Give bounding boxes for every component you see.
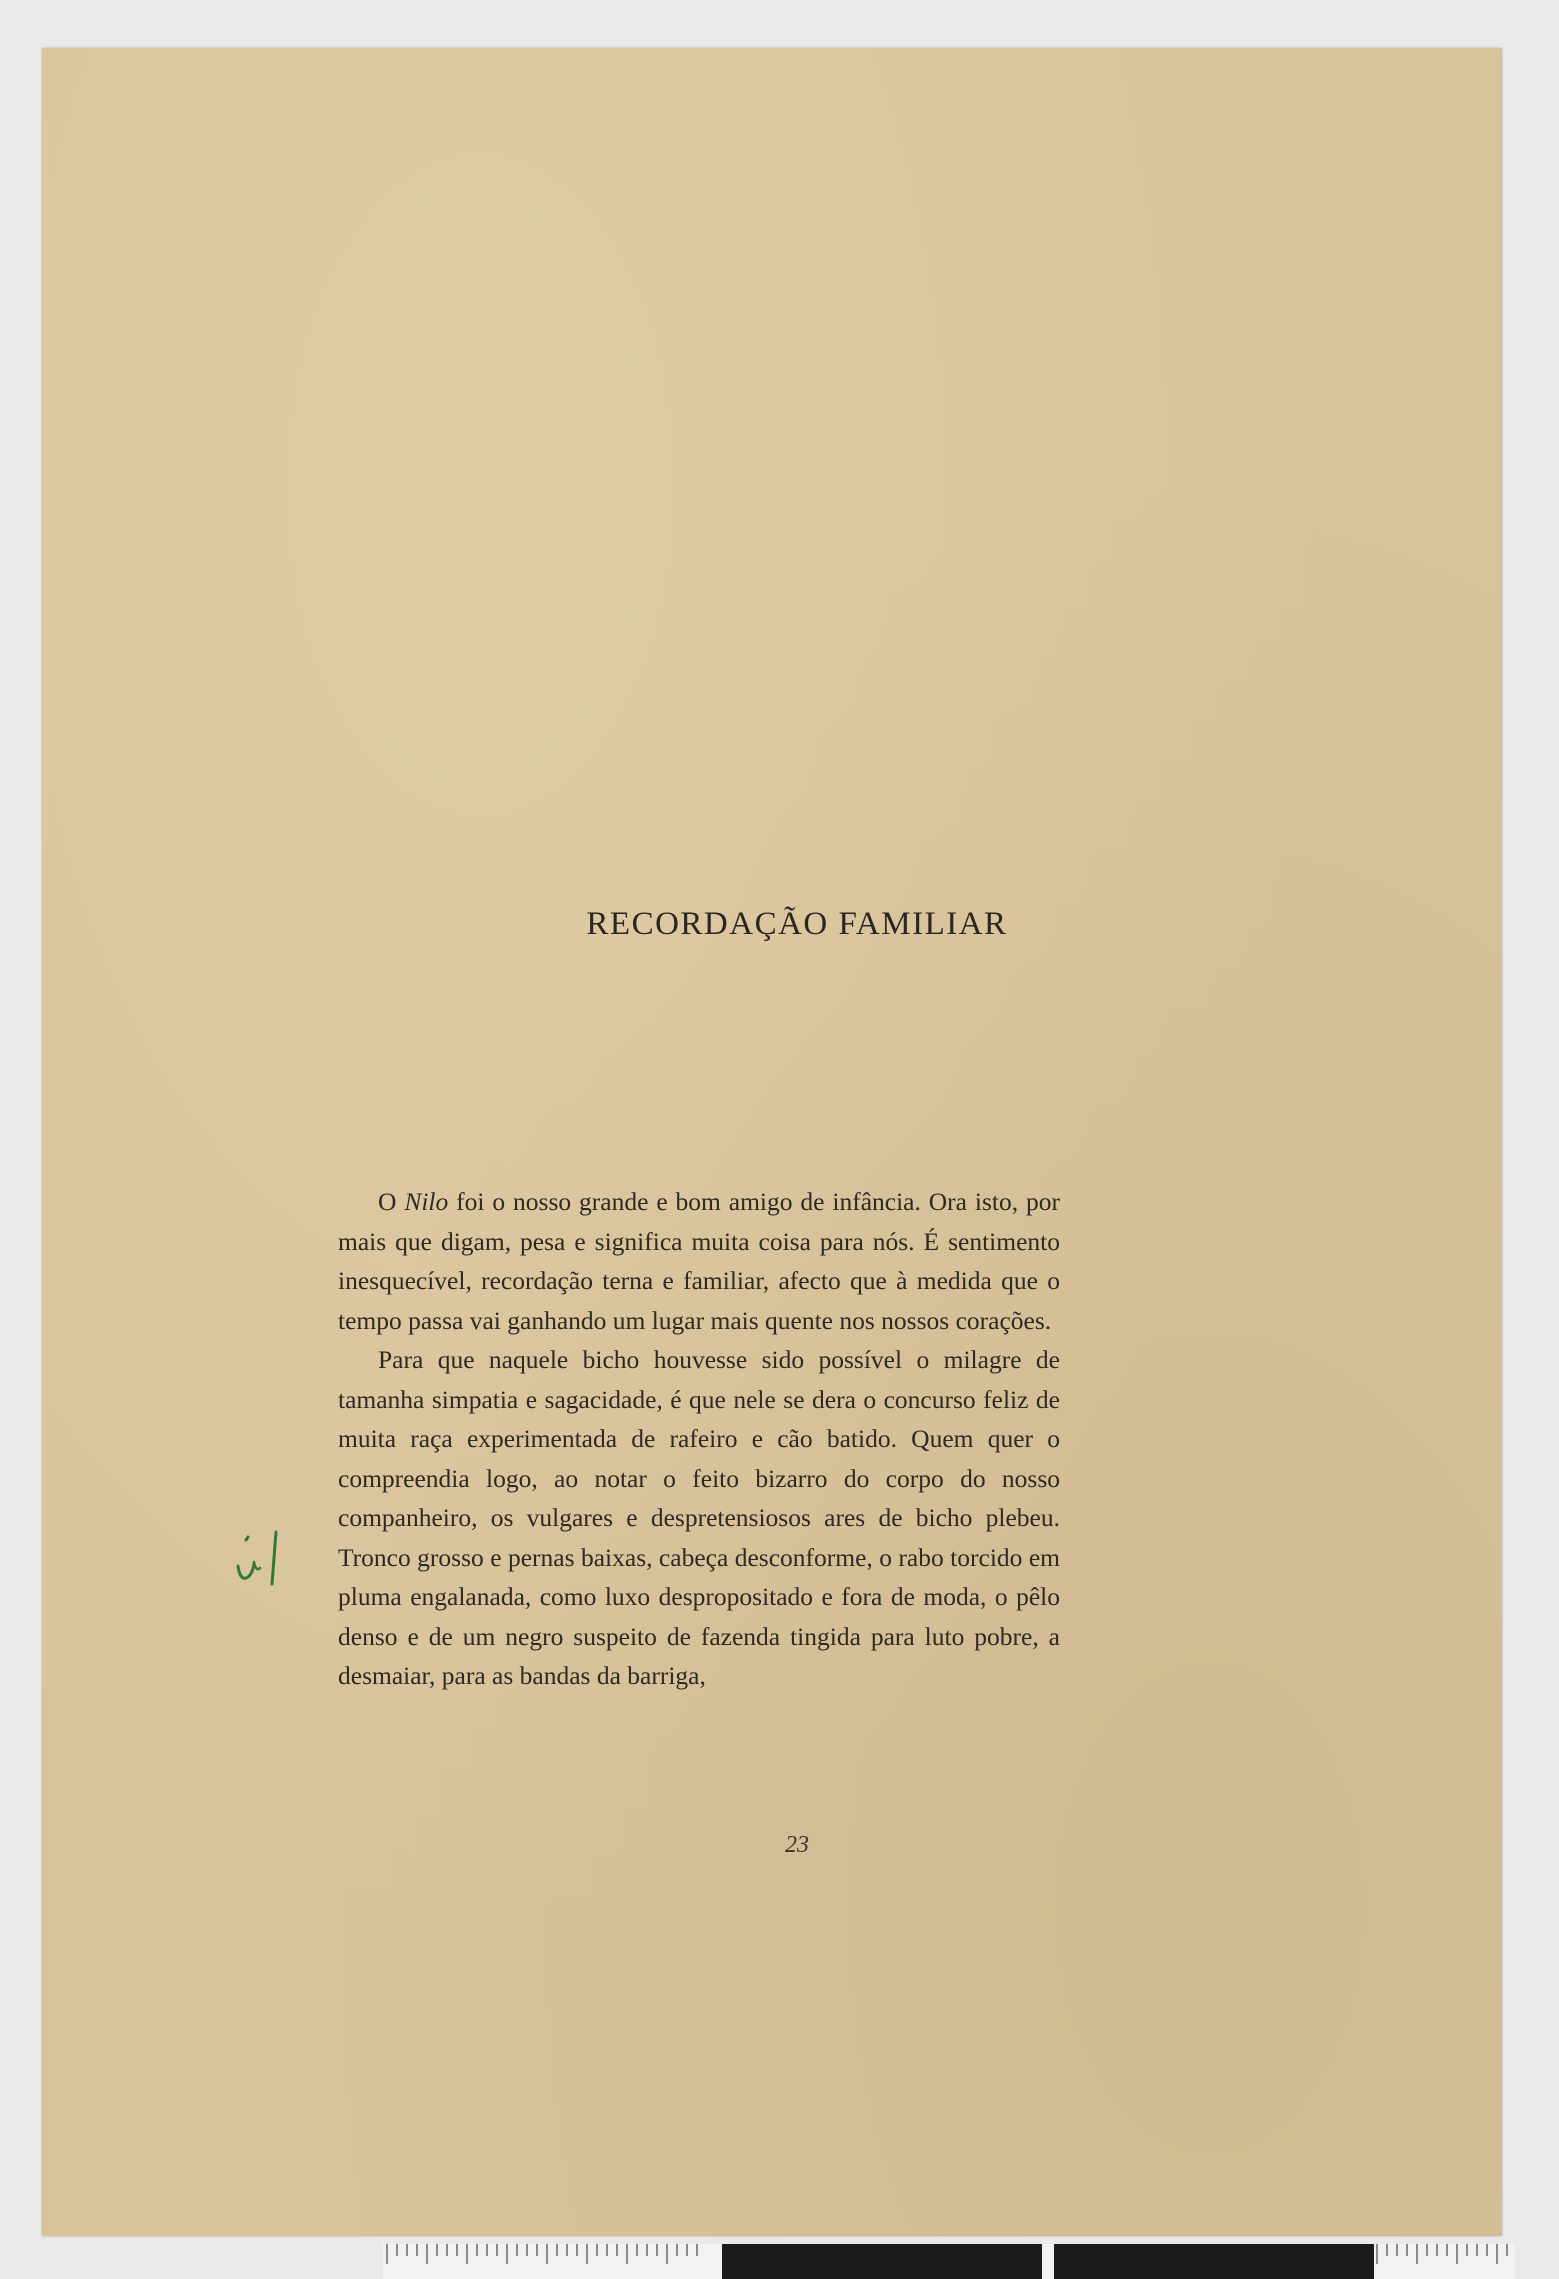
document-page <box>42 48 1502 2236</box>
page-title: RECORDAÇÃO FAMILIAR <box>586 906 1008 942</box>
paragraph-1 <box>338 1182 1060 1340</box>
paragraph-1-rest: foi o nosso grande e bom amigo de infância. Ora isto, por mais que digam, pesa e significa muita coisa para nós. É sentimento inesquecível, recordação terna e familiar, afecto que à medida que o tempo passa vai ganhando um lugar mais quente nos nossos corações. <box>338 1187 1061 1335</box>
color-card-black-2 <box>1054 2244 1374 2279</box>
page-number: 23 <box>785 1832 809 1858</box>
body-text <box>338 1182 1060 1696</box>
dog-name: Nilo <box>404 1187 449 1216</box>
color-card-black-1 <box>722 2244 1042 2279</box>
handwritten-margin-annotation <box>202 1526 322 1606</box>
paragraph-2: Para que naquele bicho houvesse sido possível o milagre de tamanha simpatia e sagacidade, é que nele se dera o concurso feliz de muita raça experimentada de rafeiro e cão batido. Quem quer o compreendia logo, ao notar o feito bizarro do corpo do nosso companheiro, os vulgares e despretensiosos ares de bicho plebeu. Tronco grosso e pernas baixas, cabeça desconforme, o rabo torcido em pluma engalanada, como luxo despropositado e fora de moda, o pêlo denso e de um negro suspeito de fazenda tingida para luto pobre, a desmaiar, para as bandas da barriga, <box>338 1345 1060 1690</box>
paragraph-1-start: O <box>378 1187 405 1216</box>
